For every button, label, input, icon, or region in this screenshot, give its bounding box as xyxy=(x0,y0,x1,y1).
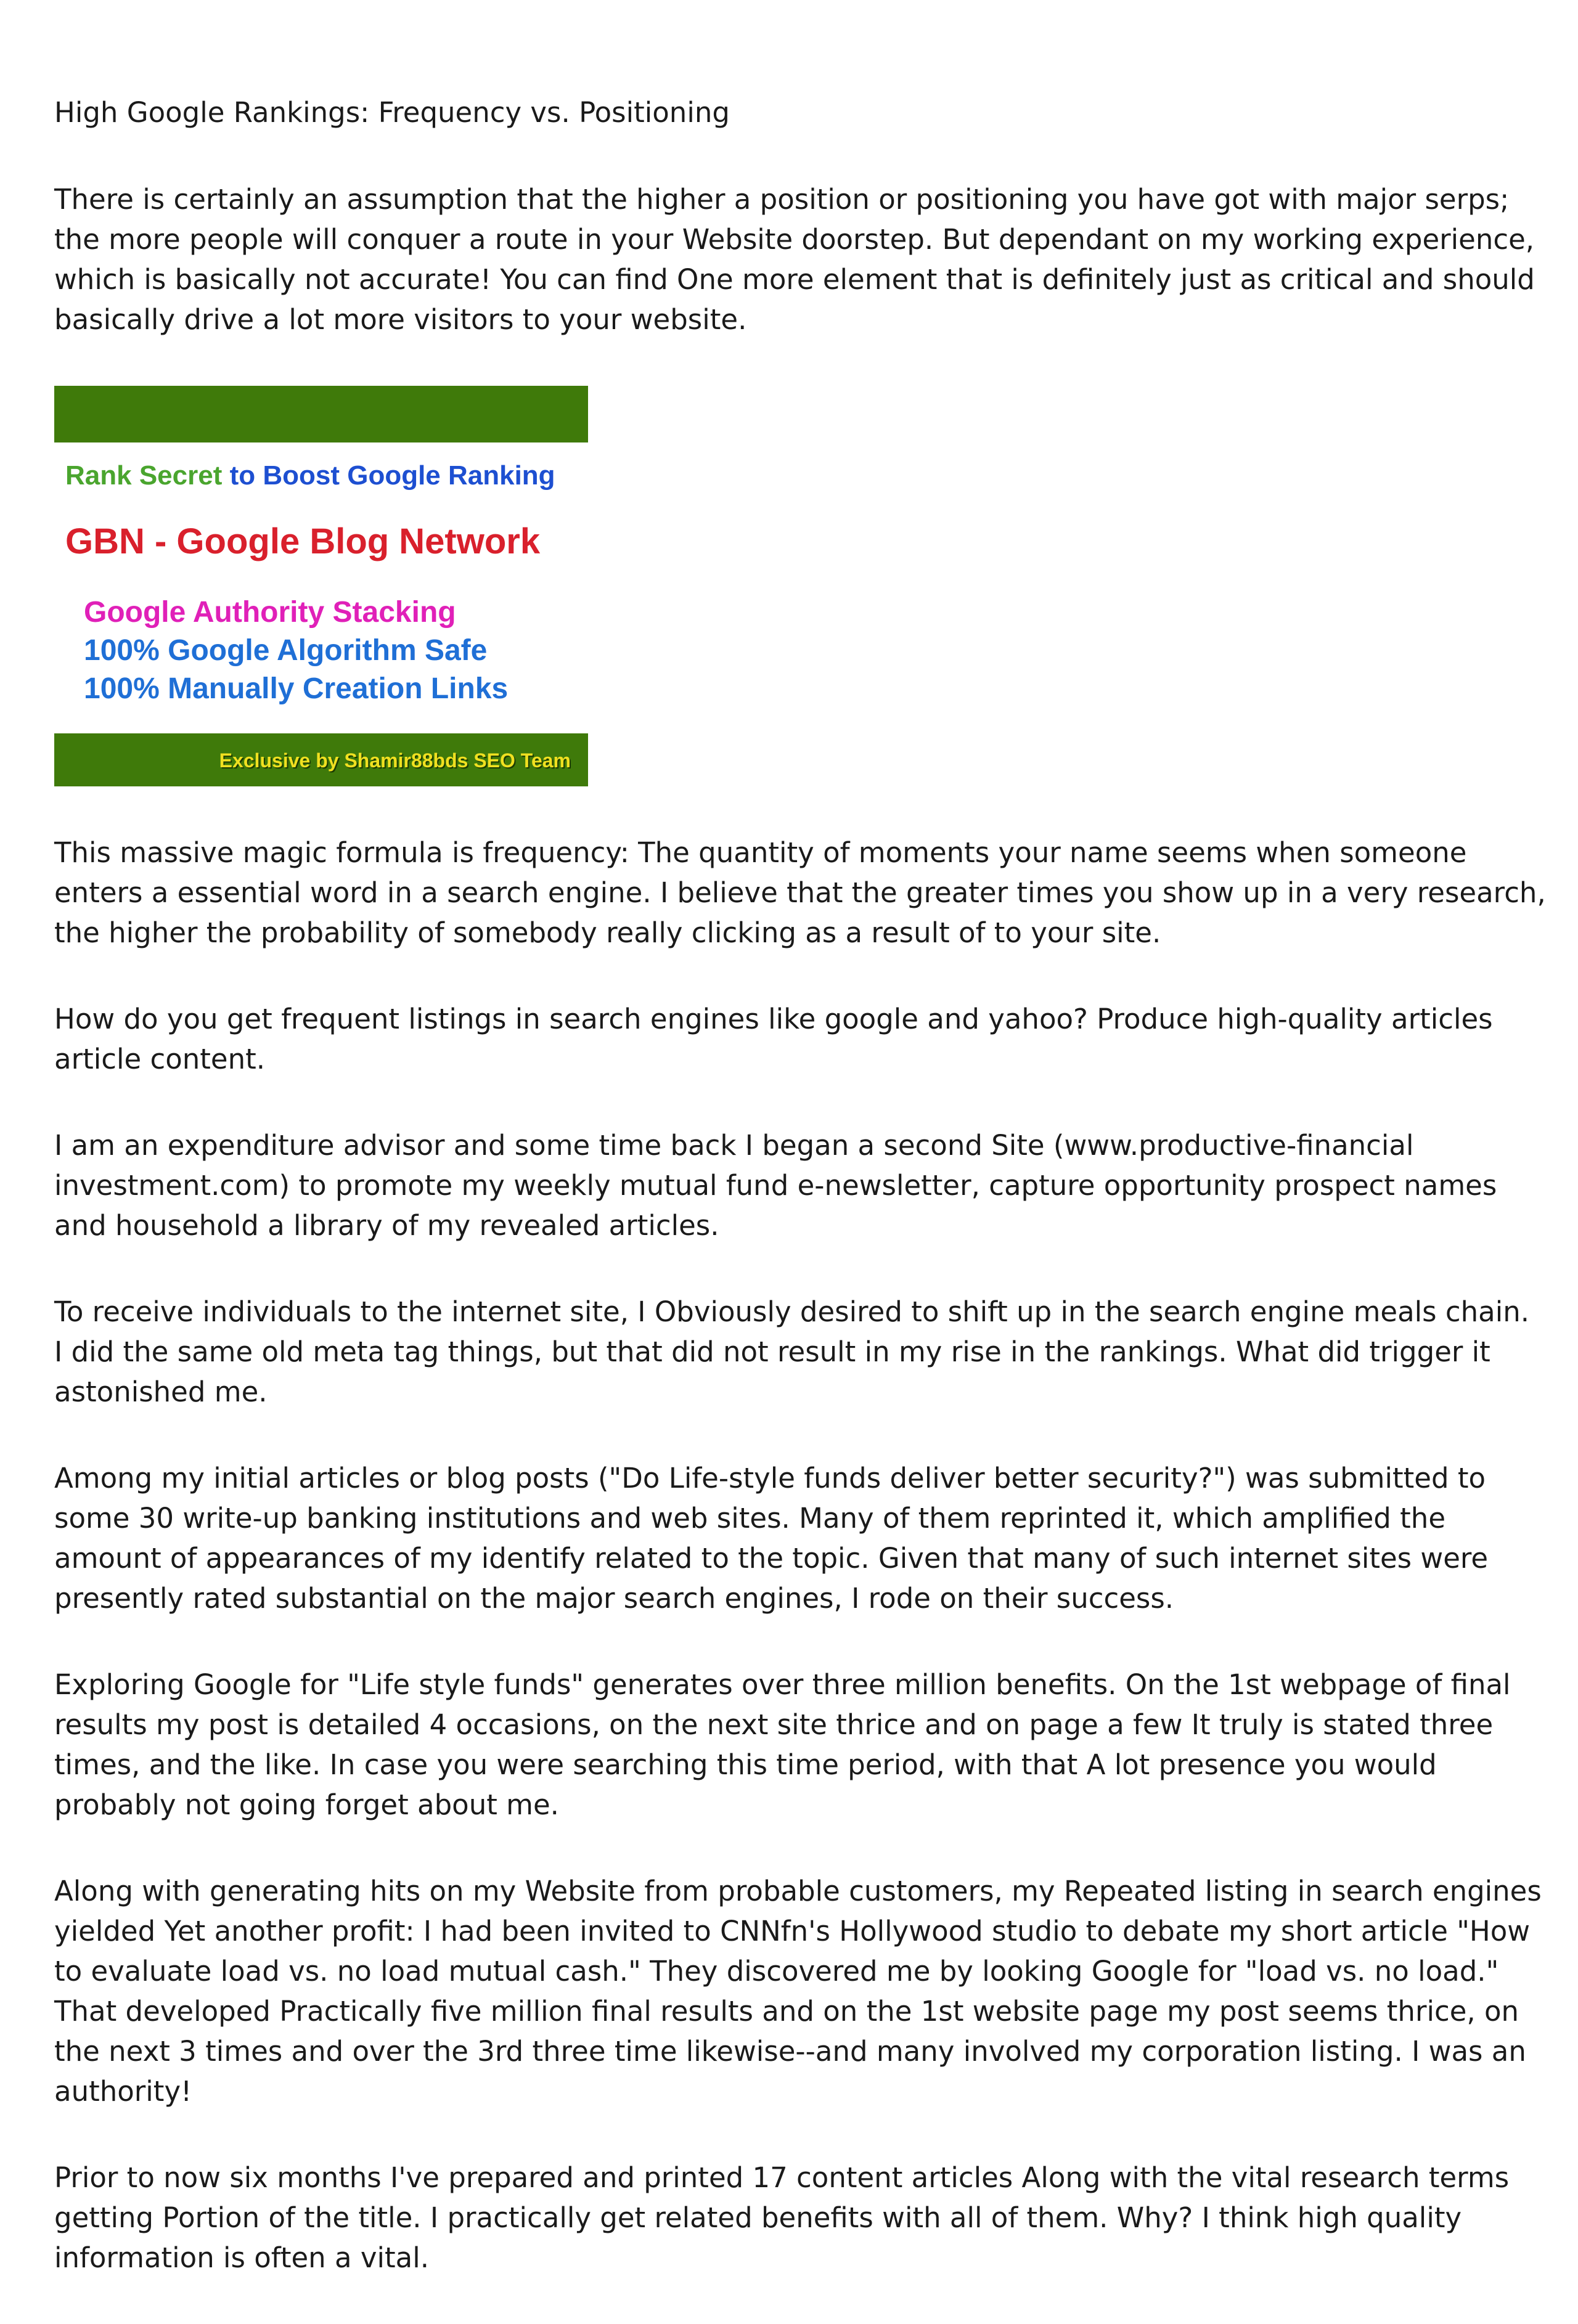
banner-feature-3: 100% Manually Creation Links xyxy=(84,672,509,705)
banner-feature-2: 100% Google Algorithm Safe xyxy=(84,634,488,667)
intro-paragraph: There is certainly an assumption that the higher a position or positioning you have got with major serps; the more people will conquer a route in your Website doorstep. But dependant on my working experience, which is basically not accurate! You can find One more element that is definitely just as critical and should basically drive a lot more visitors to your website. xyxy=(54,183,1535,336)
banner-exclusive-text: Exclusive by Shamir88bds SEO Team xyxy=(219,749,571,772)
banner-rank-secret: Rank Secret xyxy=(65,460,223,491)
body-paragraph-3: I am an expenditure advisor and some time back I began a second Site (www.productive-financial investment.com) to promote my weekly mutual fund e-newsletter, capture opportunity prospect names and household a library of my revealed articles. xyxy=(54,1129,1497,1242)
body-paragraph-1: This massive magic formula is frequency: The quantity of moments your name seems when someone enters a essential word in a search engine. I believe that the greater times you show up in a very research, the higher the probability of somebody really clicking as a result of to your site. xyxy=(54,836,1546,949)
body-paragraph-8: Prior to now six months I've prepared and printed 17 content articles Along with the vital research terms getting Portion of the title. I practically get related benefits with all of them. Why? I think high quality information is often a vital. xyxy=(54,2161,1510,2274)
body-paragraph-7: Along with generating hits on my Website from probable customers, my Repeated listing in search engines yielded Yet another profit: I had been invited to CNNfn's Hollywood studio to debate my short article "How to evaluate load vs. no load mutual cash." They discovered me by looking Google for "load vs. no load." That developed Practically five million final results and on the 1st website page my post seems thrice, on the next 3 times and over the 3rd three time likewise--and many involved my corporation listing. I was an authority! xyxy=(54,1875,1542,2108)
banner-feature-1: Google Authority Stacking xyxy=(84,596,456,629)
promo-banner-image xyxy=(54,386,588,786)
banner-boost-text: to Boost Google Ranking xyxy=(222,460,555,491)
page-title: High Google Rankings: Frequency vs. Positioning xyxy=(54,96,730,129)
banner-rank-line xyxy=(65,459,555,493)
document-page xyxy=(54,92,1546,2324)
body-paragraph-6: Exploring Google for "Life style funds" generates over three million benefits. On the 1st webpage of final results my post is detailed 4 occasions, on the next site thrice and on page a few It truly is stated three times, and the like. In case you were searching this time period, with that A lot presence you would probably not going forget about me. xyxy=(54,1668,1511,1821)
banner-bottom-bar xyxy=(54,733,588,786)
body-paragraph-4: To receive individuals to the internet site, I Obviously desired to shift up in the search engine meals chain. I did the same old meta tag things, but that did not result in my rise in the rankings. What did trigger it astonished me. xyxy=(54,1295,1530,1408)
body-paragraph-5: Among my initial articles or blog posts ("Do Life-style funds deliver better security?") was submitted to some 30 write-up banking institutions and web sites. Many of them reprinted it, which amplified the amount of appearances of my identify related to the topic. Given that many of such internet sites were presently rated substantial on the major search engines, I rode on their success. xyxy=(54,1462,1489,1615)
banner-top-bar xyxy=(54,386,588,442)
banner-gbn-heading: GBN - Google Blog Network xyxy=(65,521,541,561)
body-paragraph-2: How do you get frequent listings in search engines like google and yahoo? Produce high-quality articles article content. xyxy=(54,1003,1493,1075)
